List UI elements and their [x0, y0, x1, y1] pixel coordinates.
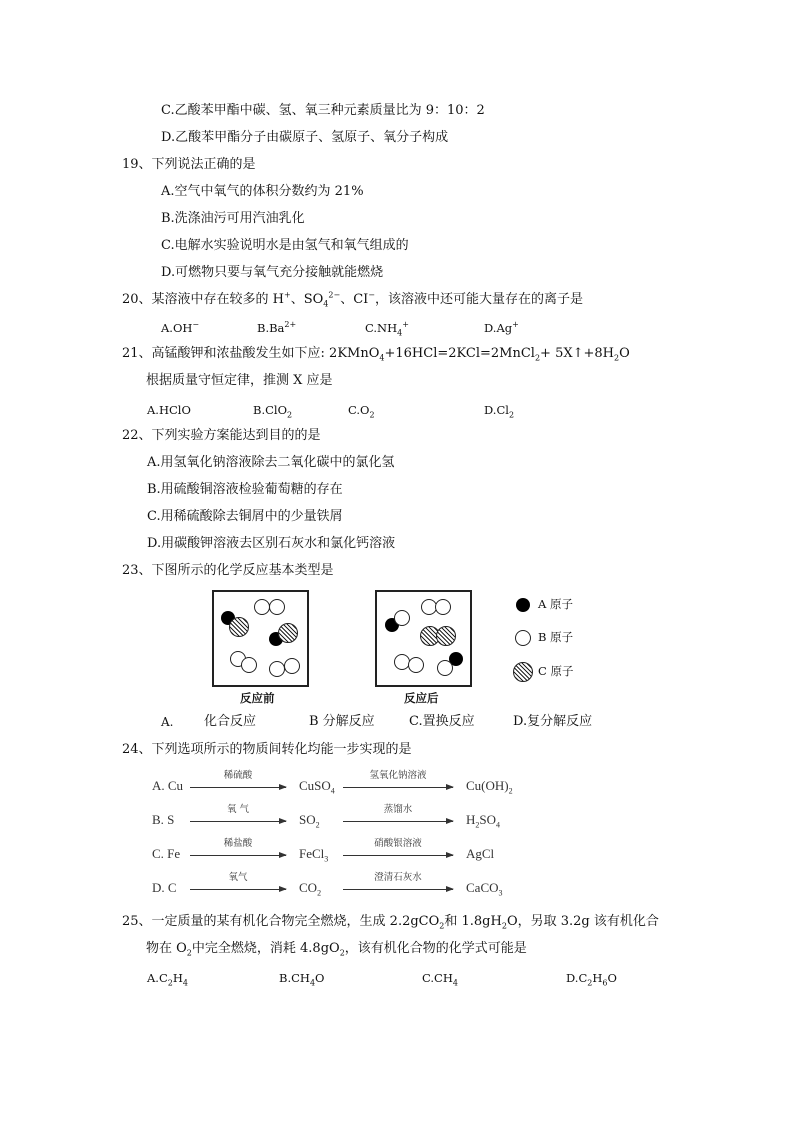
- q22-option-b: B.用硫酸铜溶液检验葡萄糖的存在: [147, 482, 343, 497]
- reagent-label: 氢氧化钠溶液: [369, 770, 427, 781]
- reaction-arrow: [190, 855, 286, 856]
- q23-option-d: D.复分解反应: [513, 714, 593, 729]
- q23-stem: 23、下图所示的化学反应基本类型是: [122, 563, 334, 578]
- conv-end: $Cu(OH)_2$: [466, 778, 513, 796]
- q23-option-a-letter: A.: [161, 715, 174, 729]
- q25-option-c: $C.CH_4$: [422, 971, 458, 988]
- q21-option-b: B.ClO$_2$: [253, 403, 293, 420]
- q20-option-c: $C.NH_4^+$: [365, 320, 409, 338]
- conv-start: D. C: [152, 880, 177, 895]
- reagent-label: 氧 气: [226, 804, 250, 815]
- q20-stem: 20、某溶液中存在较多的 H+、$SO_4^{2-}$、CI−，该溶液中还可能大量存在的离子是: [122, 290, 583, 309]
- atom-c: [436, 626, 456, 646]
- before-caption: 反应前: [240, 691, 275, 705]
- q25-stem-2: 物在 $O_2$中完全燃烧，消耗 $4.8gO_2$，该有机化合物的化学式可能是: [146, 941, 527, 958]
- reaction-arrow: [343, 889, 453, 890]
- q25-option-a: $A.C_2H_4$: [147, 971, 188, 988]
- q21-option-c: $C.O_2$: [348, 403, 375, 420]
- atom-b: [269, 599, 285, 615]
- atom-b: [254, 599, 270, 615]
- q23-option-a: 化合反应: [204, 714, 257, 729]
- atom-b: [269, 661, 285, 677]
- q22-option-a: A.用氢氧化钠溶液除去二氧化碳中的氯化氢: [147, 455, 395, 470]
- q25-option-b: $B.CH_4O$: [279, 971, 325, 988]
- legend-b-label: B 原子: [538, 630, 574, 644]
- legend-a-icon: [516, 598, 530, 612]
- conv-middle: $CO_2$: [299, 880, 322, 898]
- q21-stem-2: 根据质量守恒定律，推测 X 应是: [146, 373, 333, 388]
- reaction-arrow: [190, 889, 286, 890]
- legend-c-label: C 原子: [538, 664, 574, 678]
- atom-b: [284, 658, 300, 674]
- q25-option-d: $D.C_2H_6O$: [566, 971, 617, 988]
- atom-b: [241, 657, 257, 673]
- q19-option-c: C.电解水实验说明水是由氢气和氧气组成的: [161, 238, 409, 253]
- reaction-before-box: [212, 590, 309, 687]
- q18-option-c: C.乙酸苯甲酯中碳、氢、氧三种元素质量比为 9：10：2: [161, 103, 485, 118]
- q23-option-b: B 分解反应: [309, 714, 375, 729]
- q20-option-b: $B.Ba^{2+}$: [257, 320, 297, 335]
- conv-end: AgCl: [466, 846, 495, 861]
- q24-stem: 24、下列选项所示的物质间转化均能一步实现的是: [122, 742, 412, 757]
- q19-option-d: D.可燃物只要与氧气充分接触就能燃烧: [161, 265, 384, 280]
- conv-middle: CuSO$_4$: [299, 778, 335, 796]
- legend-c-icon: [513, 662, 533, 682]
- after-caption: 反应后: [404, 691, 439, 705]
- q20-option-a: A.OH−: [161, 320, 200, 335]
- conv-start: A. Cu: [152, 778, 184, 793]
- atom-b: [437, 660, 453, 676]
- reaction-after-box: [375, 590, 472, 687]
- reaction-arrow: [190, 821, 286, 822]
- conv-end: CaCO$_3$: [466, 880, 503, 898]
- q22-stem: 22、下列实验方案能达到目的的是: [122, 428, 321, 443]
- q18-option-d: D.乙酸苯甲酯分子由碳原子、氢原子、氧分子构成: [161, 130, 449, 145]
- legend-b-icon: [515, 630, 531, 646]
- atom-b: [435, 599, 451, 615]
- reagent-label: 蒸馏水: [383, 804, 413, 815]
- conv-middle: FeCl$_3$: [299, 846, 329, 864]
- conv-start: B. S: [152, 812, 175, 827]
- conv-middle: $SO_2$: [299, 812, 320, 830]
- reagent-label: 稀盐酸: [223, 838, 253, 849]
- q19-option-b: B.洗涤油污可用汽油乳化: [161, 211, 305, 226]
- q20-option-d: D.Ag+: [484, 320, 519, 335]
- conv-start: C. Fe: [152, 846, 181, 861]
- q22-option-c: C.用稀硫酸除去铜屑中的少量铁屑: [147, 509, 343, 524]
- q19-stem: 19、下列说法正确的是: [122, 157, 256, 172]
- q21-option-a: A.HClO: [147, 403, 191, 417]
- reagent-label: 氧气: [228, 872, 248, 883]
- reagent-label: 稀硫酸: [223, 770, 253, 781]
- atom-c: [278, 623, 298, 643]
- q21-option-d: $D.Cl_2$: [484, 403, 515, 420]
- q22-option-d: D.用碳酸钾溶液去区别石灰水和氯化钙溶液: [147, 536, 396, 551]
- atom-c: [229, 617, 249, 637]
- reaction-arrow: [343, 821, 453, 822]
- legend-a-label: A 原子: [538, 597, 573, 611]
- q19-option-a: A.空气中氧气的体积分数约为 21%: [161, 184, 364, 199]
- q21-stem: 21、高锰酸钾和浓盐酸发生如下应: 2KMnO$_4$+16HCl=2KCl=2MnCl$_2$+ $5X↑+8H_2O$: [122, 346, 630, 363]
- reagent-label: 澄清石灰水: [374, 872, 422, 883]
- q25-stem-1: 25、一定质量的某有机化合物完全燃烧，生成 2.2gCO$_2$和 $1.8gH_2O$，另取 3.2g 该有机化合: [122, 914, 659, 931]
- atom-b: [394, 610, 410, 626]
- q23-option-c: C.置换反应: [409, 714, 475, 729]
- reagent-label: 硝酸银溶液: [374, 838, 422, 849]
- conv-end: $H_2SO_4$: [466, 812, 501, 830]
- reaction-arrow: [343, 855, 453, 856]
- reaction-arrow: [343, 787, 453, 788]
- atom-b: [408, 657, 424, 673]
- reaction-arrow: [190, 787, 286, 788]
